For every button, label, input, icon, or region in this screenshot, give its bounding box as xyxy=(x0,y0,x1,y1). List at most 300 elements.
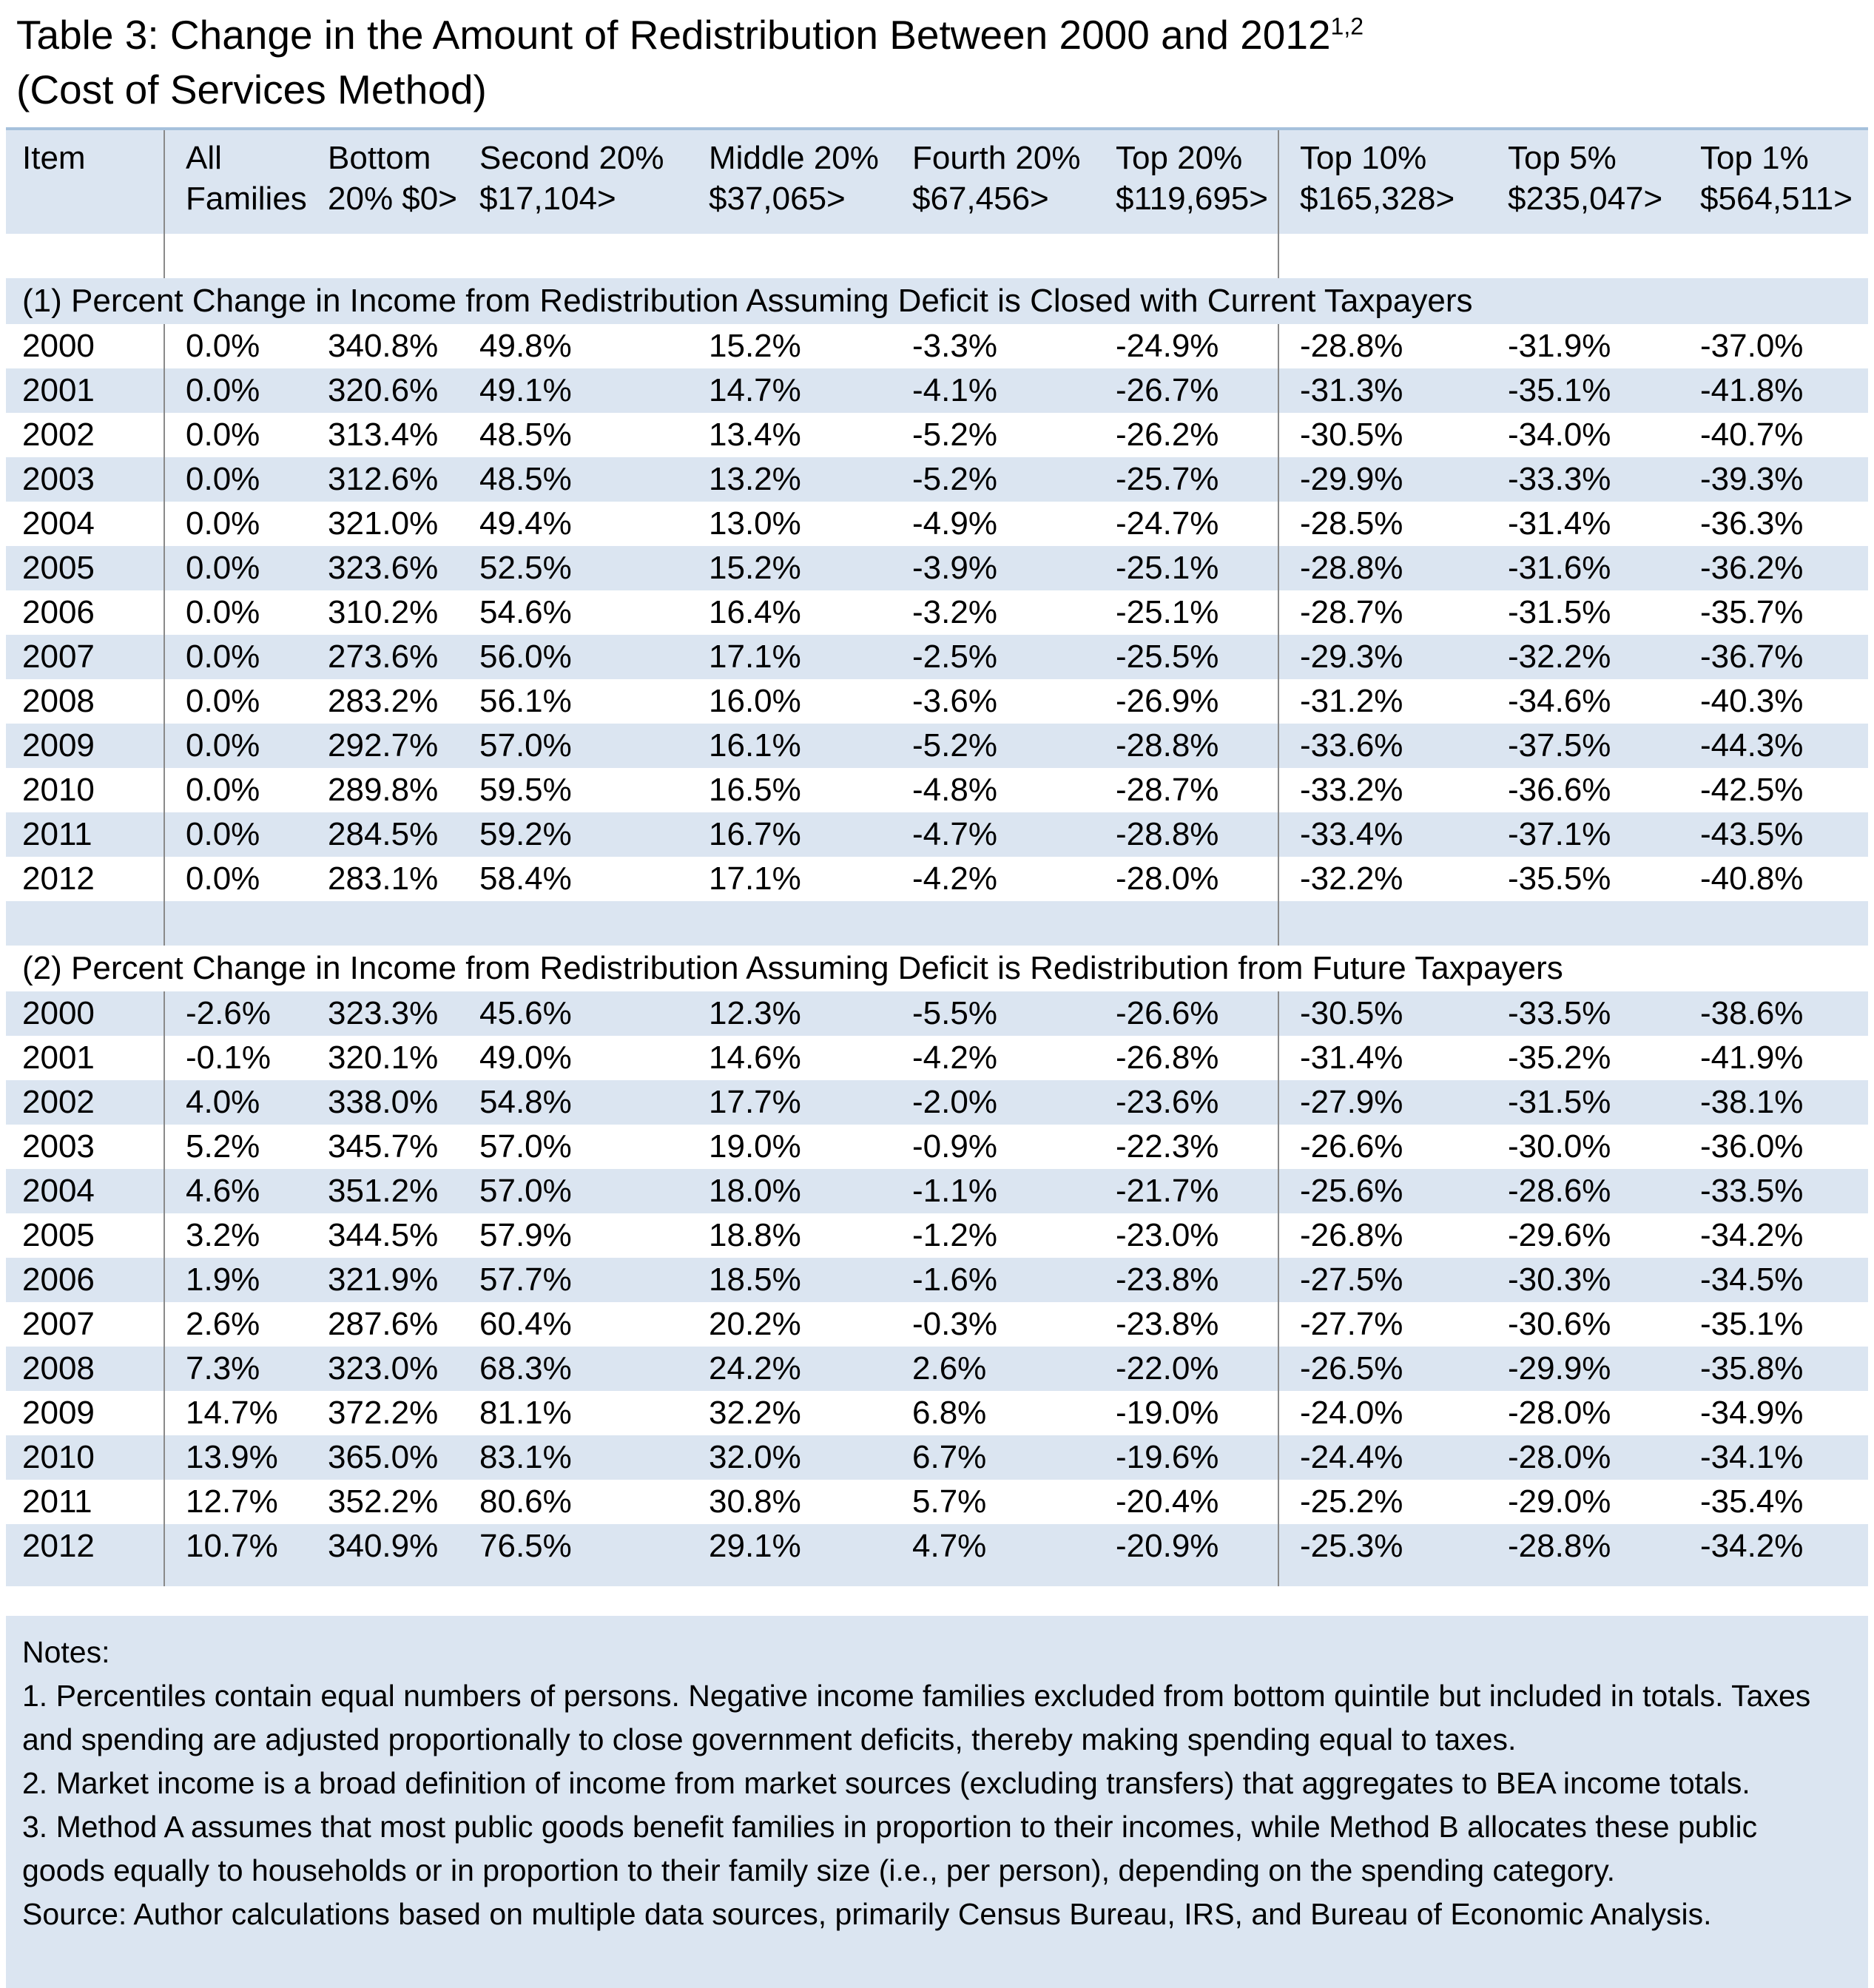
end-strip-cell xyxy=(1487,1569,1679,1586)
value-cell: -26.6% xyxy=(1095,991,1278,1036)
value-cell: -0.3% xyxy=(912,1306,997,1342)
value-cell: 68.3% xyxy=(459,1347,688,1391)
title-block xyxy=(0,0,1874,117)
year-cell: 2009 xyxy=(22,1395,95,1431)
value-cell: -37.1% xyxy=(1487,812,1679,857)
value-cell: -35.7% xyxy=(1700,594,1804,630)
value-cell: 58.4% xyxy=(479,860,572,897)
value-cell: -33.5% xyxy=(1679,1169,1868,1213)
value-cell: -44.3% xyxy=(1679,724,1868,768)
value-cell: -31.4% xyxy=(1278,1036,1487,1080)
value-cell: -30.6% xyxy=(1508,1306,1611,1342)
column-header-cell xyxy=(6,129,164,234)
year-cell: 2002 xyxy=(6,1080,164,1125)
value-cell: 0.0% xyxy=(164,324,307,368)
value-cell: 0.0% xyxy=(164,679,307,724)
end-strip-cell xyxy=(164,1569,307,1586)
value-cell: -30.5% xyxy=(1278,991,1487,1036)
value-cell: -35.5% xyxy=(1508,860,1611,897)
value-cell: -28.0% xyxy=(1487,1435,1679,1480)
table-row xyxy=(6,635,1868,679)
value-cell: 0.0% xyxy=(164,635,307,679)
value-cell: -31.2% xyxy=(1278,679,1487,724)
value-cell: 0.0% xyxy=(164,502,307,546)
value-cell: 351.2% xyxy=(307,1169,459,1213)
value-cell: -32.2% xyxy=(1487,635,1679,679)
value-cell: -35.2% xyxy=(1508,1040,1611,1076)
value-cell: -35.1% xyxy=(1487,368,1679,413)
note-item-1: 1. Percentiles contain equal numbers of persons. Negative income families excluded from bottom quintile but included in totals. Taxes and spending are adjusted proportionally to close government deficits, thereby making spending equal to taxes. xyxy=(22,1679,1811,1756)
value-cell: 5.7% xyxy=(912,1483,987,1520)
column-header-line1: Fourth 20% xyxy=(912,140,1081,176)
value-cell: -36.2% xyxy=(1679,546,1868,590)
year-cell: 2006 xyxy=(22,594,95,630)
value-cell: -36.7% xyxy=(1679,635,1868,679)
value-cell: -21.7% xyxy=(1095,1169,1278,1213)
value-cell: -20.4% xyxy=(1116,1483,1219,1520)
end-strip-cell xyxy=(688,1569,892,1586)
value-cell: -35.1% xyxy=(1700,1306,1804,1342)
value-cell: -28.8% xyxy=(1278,324,1487,368)
value-cell: -36.6% xyxy=(1508,772,1611,808)
value-cell: -25.2% xyxy=(1278,1480,1487,1524)
value-cell: 287.6% xyxy=(328,1306,439,1342)
value-cell: -27.9% xyxy=(1278,1080,1487,1125)
value-cell: -1.6% xyxy=(892,1258,1095,1302)
value-cell: -36.3% xyxy=(1700,505,1804,542)
value-cell: 48.5% xyxy=(459,457,688,502)
value-cell: 0.0% xyxy=(164,546,307,590)
value-cell: 6.8% xyxy=(912,1395,987,1431)
value-cell: -26.7% xyxy=(1095,368,1278,413)
value-cell: -2.0% xyxy=(892,1080,1095,1125)
value-cell: 4.7% xyxy=(892,1524,1095,1569)
value-cell: -32.2% xyxy=(1278,857,1487,901)
section-1-header-row xyxy=(6,278,1868,324)
table-row xyxy=(6,1524,1868,1569)
value-cell: 3.2% xyxy=(164,1213,307,1258)
section-2-header: (2) Percent Change in Income from Redistribution Assuming Deficit is Redistribution from Future Taxpayers xyxy=(22,950,1563,986)
table-row xyxy=(6,502,1868,546)
value-cell: -31.5% xyxy=(1487,1080,1679,1125)
end-strip-cell xyxy=(307,1569,459,1586)
table-row xyxy=(6,724,1868,768)
value-cell: 14.7% xyxy=(688,368,892,413)
end-strip-cell xyxy=(459,1569,688,1586)
value-cell: -28.6% xyxy=(1487,1169,1679,1213)
year-cell: 2004 xyxy=(22,505,95,542)
table-row xyxy=(6,857,1868,901)
year-cell: 2011 xyxy=(22,1483,92,1520)
section-2-header-row xyxy=(6,946,1868,991)
value-cell: -29.0% xyxy=(1508,1483,1611,1520)
value-cell: 57.0% xyxy=(459,724,688,768)
column-header-line2: $564,511> xyxy=(1700,181,1853,217)
value-cell: 56.1% xyxy=(479,683,572,719)
value-cell: -3.6% xyxy=(912,683,997,719)
value-cell: -40.3% xyxy=(1700,683,1804,719)
value-cell: 0.0% xyxy=(164,413,307,457)
column-header-cell xyxy=(1095,129,1278,234)
value-cell: -0.9% xyxy=(912,1128,997,1165)
value-cell: -26.9% xyxy=(1116,683,1219,719)
year-cell: 2002 xyxy=(22,417,95,453)
column-header-cell xyxy=(892,129,1095,234)
end-strip-cell xyxy=(892,1569,1095,1586)
value-cell: 0.0% xyxy=(164,857,307,901)
value-cell: -24.7% xyxy=(1116,505,1219,542)
table-row xyxy=(6,590,1868,635)
value-cell: 54.8% xyxy=(459,1080,688,1125)
table-row xyxy=(6,1347,1868,1391)
value-cell: 6.7% xyxy=(892,1435,1095,1480)
value-cell: 16.0% xyxy=(709,683,801,719)
column-header-cell xyxy=(459,129,688,234)
value-cell: 345.7% xyxy=(328,1128,439,1165)
value-cell: 14.7% xyxy=(164,1391,307,1435)
value-cell: 30.8% xyxy=(709,1483,801,1520)
value-cell: 0.0% xyxy=(164,590,307,635)
value-cell: 320.6% xyxy=(307,368,459,413)
value-cell: -29.3% xyxy=(1278,635,1487,679)
value-cell: -25.1% xyxy=(1116,594,1219,630)
value-cell: 15.2% xyxy=(709,328,801,364)
spacer-cell xyxy=(688,901,892,946)
column-header-line2: $235,047> xyxy=(1508,181,1663,217)
value-cell: 20.2% xyxy=(709,1306,801,1342)
value-cell: -30.0% xyxy=(1508,1128,1611,1165)
year-cell: 2008 xyxy=(22,683,95,719)
value-cell: -34.6% xyxy=(1508,683,1611,719)
value-cell: 45.6% xyxy=(459,991,688,1036)
note-item-3: 3. Method A assumes that most public goods benefit families in proportion to their incomes, while Method B allocates these public goods equally to households or in proportion to their family size (i.e., per person), depending on the spending category. xyxy=(22,1810,1758,1887)
column-header-line1: Top 10% xyxy=(1300,140,1427,176)
value-cell: -4.8% xyxy=(912,772,997,808)
year-cell: 2000 xyxy=(6,991,164,1036)
year-cell: 2009 xyxy=(6,724,164,768)
value-cell: 48.5% xyxy=(479,417,572,453)
end-strip-cell xyxy=(1278,1569,1487,1586)
value-cell: -26.6% xyxy=(1278,1125,1487,1169)
value-cell: -34.1% xyxy=(1679,1435,1868,1480)
value-cell: 17.7% xyxy=(688,1080,892,1125)
year-cell: 2003 xyxy=(22,1128,95,1165)
value-cell: -40.8% xyxy=(1700,860,1804,897)
spacer-cell xyxy=(459,901,688,946)
value-cell: 32.0% xyxy=(688,1435,892,1480)
value-cell: -36.0% xyxy=(1700,1128,1804,1165)
year-cell: 2011 xyxy=(6,812,164,857)
spacer-cell xyxy=(892,901,1095,946)
value-cell: -4.7% xyxy=(892,812,1095,857)
value-cell: 59.5% xyxy=(479,772,572,808)
value-cell: -41.8% xyxy=(1679,368,1868,413)
notes-block xyxy=(6,1616,1868,1988)
value-cell: 292.7% xyxy=(307,724,459,768)
value-cell: -26.2% xyxy=(1116,417,1219,453)
value-cell: 340.8% xyxy=(328,328,439,364)
value-cell: 54.6% xyxy=(479,594,572,630)
column-header-line1: All xyxy=(186,140,222,176)
value-cell: -24.9% xyxy=(1116,328,1219,364)
column-header-line1: Second 20% xyxy=(479,140,664,176)
spacer-cell xyxy=(1487,901,1679,946)
end-strip-cell xyxy=(1095,1569,1278,1586)
value-cell: 17.1% xyxy=(709,860,801,897)
value-cell: 16.1% xyxy=(688,724,892,768)
value-cell: -19.6% xyxy=(1095,1435,1278,1480)
end-strip-cell xyxy=(1679,1569,1868,1586)
value-cell: 0.0% xyxy=(164,812,307,857)
value-cell: 313.4% xyxy=(328,417,439,453)
year-cell: 2003 xyxy=(6,457,164,502)
year-cell: 2010 xyxy=(22,772,95,808)
column-header-line2: $67,456> xyxy=(912,181,1049,217)
value-cell: -23.6% xyxy=(1095,1080,1278,1125)
value-cell: 321.9% xyxy=(307,1258,459,1302)
value-cell: 57.9% xyxy=(479,1217,572,1253)
column-header-line1: Item xyxy=(22,140,86,176)
value-cell: -28.8% xyxy=(1487,1524,1679,1569)
spacer-cell xyxy=(459,234,688,278)
year-cell: 2001 xyxy=(6,368,164,413)
value-cell: -23.8% xyxy=(1095,1258,1278,1302)
table-row xyxy=(6,1036,1868,1080)
value-cell: -29.9% xyxy=(1487,1347,1679,1391)
spacer-cell xyxy=(1278,901,1487,946)
value-cell: 81.1% xyxy=(479,1395,572,1431)
value-cell: 29.1% xyxy=(688,1524,892,1569)
value-cell: 80.6% xyxy=(479,1483,572,1520)
value-cell: -22.0% xyxy=(1095,1347,1278,1391)
value-cell: 59.2% xyxy=(459,812,688,857)
value-cell: -40.7% xyxy=(1700,417,1804,453)
value-cell: -28.0% xyxy=(1116,860,1219,897)
value-cell: -34.2% xyxy=(1700,1217,1804,1253)
value-cell: -1.2% xyxy=(912,1217,997,1253)
table-row xyxy=(6,1080,1868,1125)
value-cell: 340.9% xyxy=(307,1524,459,1569)
table-row xyxy=(6,1391,1868,1435)
table-row xyxy=(6,1302,1868,1347)
value-cell: -28.5% xyxy=(1278,502,1487,546)
value-cell: 49.8% xyxy=(479,328,572,364)
value-cell: 372.2% xyxy=(328,1395,439,1431)
spacer-cell xyxy=(164,234,307,278)
year-cell: 2012 xyxy=(22,860,95,897)
value-cell: 32.2% xyxy=(709,1395,801,1431)
value-cell: 2.6% xyxy=(892,1347,1095,1391)
value-cell: -42.5% xyxy=(1700,772,1804,808)
value-cell: 5.2% xyxy=(164,1125,307,1169)
value-cell: 283.1% xyxy=(328,860,439,897)
year-cell: 2004 xyxy=(6,1169,164,1213)
value-cell: -4.2% xyxy=(912,860,997,897)
title-superscript: 1,2 xyxy=(1330,13,1364,40)
value-cell: -35.4% xyxy=(1700,1483,1804,1520)
year-cell: 2008 xyxy=(6,1347,164,1391)
value-cell: 13.0% xyxy=(709,505,801,542)
column-header-line2: $17,104> xyxy=(479,181,616,217)
redistribution-table xyxy=(6,127,1868,1586)
year-cell: 2012 xyxy=(6,1524,164,1569)
page-title-text: Table 3: Change in the Amount of Redistribution Between 2000 and 2012 xyxy=(16,12,1331,58)
value-cell: 0.0% xyxy=(164,368,307,413)
value-cell: 17.1% xyxy=(688,635,892,679)
value-cell: 12.3% xyxy=(688,991,892,1036)
value-cell: 18.8% xyxy=(709,1217,801,1253)
table-row xyxy=(6,1480,1868,1524)
value-cell: 320.1% xyxy=(328,1040,439,1076)
value-cell: -37.0% xyxy=(1700,328,1804,364)
spacer-cell xyxy=(1679,234,1868,278)
spacer-cell xyxy=(1095,901,1278,946)
column-header-cell xyxy=(688,129,892,234)
column-header-line1: Top 20% xyxy=(1116,140,1243,176)
table-row xyxy=(6,1213,1868,1258)
value-cell: -31.6% xyxy=(1487,546,1679,590)
spacer-row xyxy=(6,234,1868,278)
column-header-line2: $37,065> xyxy=(709,181,846,217)
value-cell: -33.4% xyxy=(1278,812,1487,857)
value-cell: -31.3% xyxy=(1278,368,1487,413)
value-cell: -35.8% xyxy=(1679,1347,1868,1391)
year-cell: 2006 xyxy=(6,1258,164,1302)
year-cell: 2007 xyxy=(22,1306,95,1342)
value-cell: 1.9% xyxy=(164,1258,307,1302)
value-cell: -25.3% xyxy=(1278,1524,1487,1569)
table-row xyxy=(6,1125,1868,1169)
value-cell: 0.0% xyxy=(164,724,307,768)
value-cell: -30.5% xyxy=(1278,413,1487,457)
notes-heading: Notes: xyxy=(22,1635,110,1669)
year-cell: 2010 xyxy=(6,1435,164,1480)
value-cell: 321.0% xyxy=(328,505,439,542)
value-cell: 18.0% xyxy=(688,1169,892,1213)
spacer-cell xyxy=(1095,234,1278,278)
value-cell: -2.5% xyxy=(892,635,1095,679)
value-cell: 24.2% xyxy=(688,1347,892,1391)
value-cell: -37.5% xyxy=(1487,724,1679,768)
value-cell: -28.8% xyxy=(1278,546,1487,590)
value-cell: -24.4% xyxy=(1278,1435,1487,1480)
value-cell: -23.8% xyxy=(1116,1306,1219,1342)
value-cell: -30.3% xyxy=(1487,1258,1679,1302)
value-cell: -33.6% xyxy=(1278,724,1487,768)
value-cell: 323.3% xyxy=(307,991,459,1036)
table-row xyxy=(6,1258,1868,1302)
table-row xyxy=(6,991,1868,1036)
section-1-header: (1) Percent Change in Income from Redistribution Assuming Deficit is Closed with Current Taxpayers xyxy=(6,278,1868,324)
value-cell: -28.8% xyxy=(1095,812,1278,857)
spacer-cell xyxy=(307,234,459,278)
value-cell: 15.2% xyxy=(688,546,892,590)
value-cell: -25.5% xyxy=(1095,635,1278,679)
value-cell: -31.9% xyxy=(1508,328,1611,364)
value-cell: 57.0% xyxy=(459,1169,688,1213)
column-header-row xyxy=(6,129,1868,234)
value-cell: 56.0% xyxy=(459,635,688,679)
table-row xyxy=(6,368,1868,413)
column-header-cell xyxy=(164,129,307,234)
spacer-cell xyxy=(6,234,164,278)
value-cell: 352.2% xyxy=(328,1483,439,1520)
value-cell: 10.7% xyxy=(164,1524,307,1569)
value-cell: 60.4% xyxy=(479,1306,572,1342)
value-cell: -27.7% xyxy=(1278,1302,1487,1347)
value-cell: -5.5% xyxy=(892,991,1095,1036)
value-cell: -43.5% xyxy=(1679,812,1868,857)
column-header-line1: Bottom xyxy=(328,140,431,176)
column-header-cell xyxy=(1487,129,1679,234)
value-cell: -23.0% xyxy=(1116,1217,1219,1253)
value-cell: -19.0% xyxy=(1116,1395,1219,1431)
value-cell: 283.2% xyxy=(328,683,439,719)
value-cell: 76.5% xyxy=(459,1524,688,1569)
spacer-cell xyxy=(688,234,892,278)
value-cell: -29.9% xyxy=(1278,457,1487,502)
value-cell: 312.6% xyxy=(307,457,459,502)
value-cell: 18.5% xyxy=(688,1258,892,1302)
value-cell: 323.0% xyxy=(307,1347,459,1391)
column-header-line2: $165,328> xyxy=(1300,181,1455,217)
value-cell: -2.6% xyxy=(164,991,307,1036)
table-row xyxy=(6,768,1868,812)
spacer-cell xyxy=(6,901,164,946)
table-row xyxy=(6,324,1868,368)
value-cell: -34.2% xyxy=(1679,1524,1868,1569)
column-header-line2: Families xyxy=(186,181,307,217)
value-cell: -33.5% xyxy=(1487,991,1679,1036)
value-cell: 13.9% xyxy=(164,1435,307,1480)
value-cell: 52.5% xyxy=(459,546,688,590)
value-cell: -33.3% xyxy=(1487,457,1679,502)
year-cell: 2007 xyxy=(6,635,164,679)
spacer-cell xyxy=(892,234,1095,278)
value-cell: 323.6% xyxy=(307,546,459,590)
table-row xyxy=(6,679,1868,724)
value-cell: -31.4% xyxy=(1508,505,1611,542)
year-cell: 2001 xyxy=(22,1040,95,1076)
year-cell: 2000 xyxy=(22,328,95,364)
column-header-cell xyxy=(307,129,459,234)
value-cell: -4.9% xyxy=(912,505,997,542)
value-cell: -26.5% xyxy=(1278,1347,1487,1391)
value-cell: -26.8% xyxy=(1116,1040,1219,1076)
value-cell: -3.2% xyxy=(912,594,997,630)
value-cell: 0.0% xyxy=(164,457,307,502)
value-cell: 49.4% xyxy=(479,505,572,542)
value-cell: -5.2% xyxy=(892,457,1095,502)
value-cell: 273.6% xyxy=(307,635,459,679)
value-cell: 284.5% xyxy=(307,812,459,857)
value-cell: 4.0% xyxy=(164,1080,307,1125)
value-cell: -22.3% xyxy=(1116,1128,1219,1165)
value-cell: -39.3% xyxy=(1679,457,1868,502)
table-row xyxy=(6,413,1868,457)
value-cell: -38.6% xyxy=(1679,991,1868,1036)
value-cell: -25.1% xyxy=(1095,546,1278,590)
value-cell: 4.6% xyxy=(164,1169,307,1213)
value-cell: -3.9% xyxy=(892,546,1095,590)
value-cell: 0.0% xyxy=(164,768,307,812)
value-cell: 83.1% xyxy=(459,1435,688,1480)
table-row xyxy=(6,1435,1868,1480)
column-header-cell xyxy=(1278,129,1487,234)
value-cell: -3.3% xyxy=(912,328,997,364)
spacer-cell xyxy=(164,901,307,946)
value-cell: -4.2% xyxy=(912,1040,997,1076)
